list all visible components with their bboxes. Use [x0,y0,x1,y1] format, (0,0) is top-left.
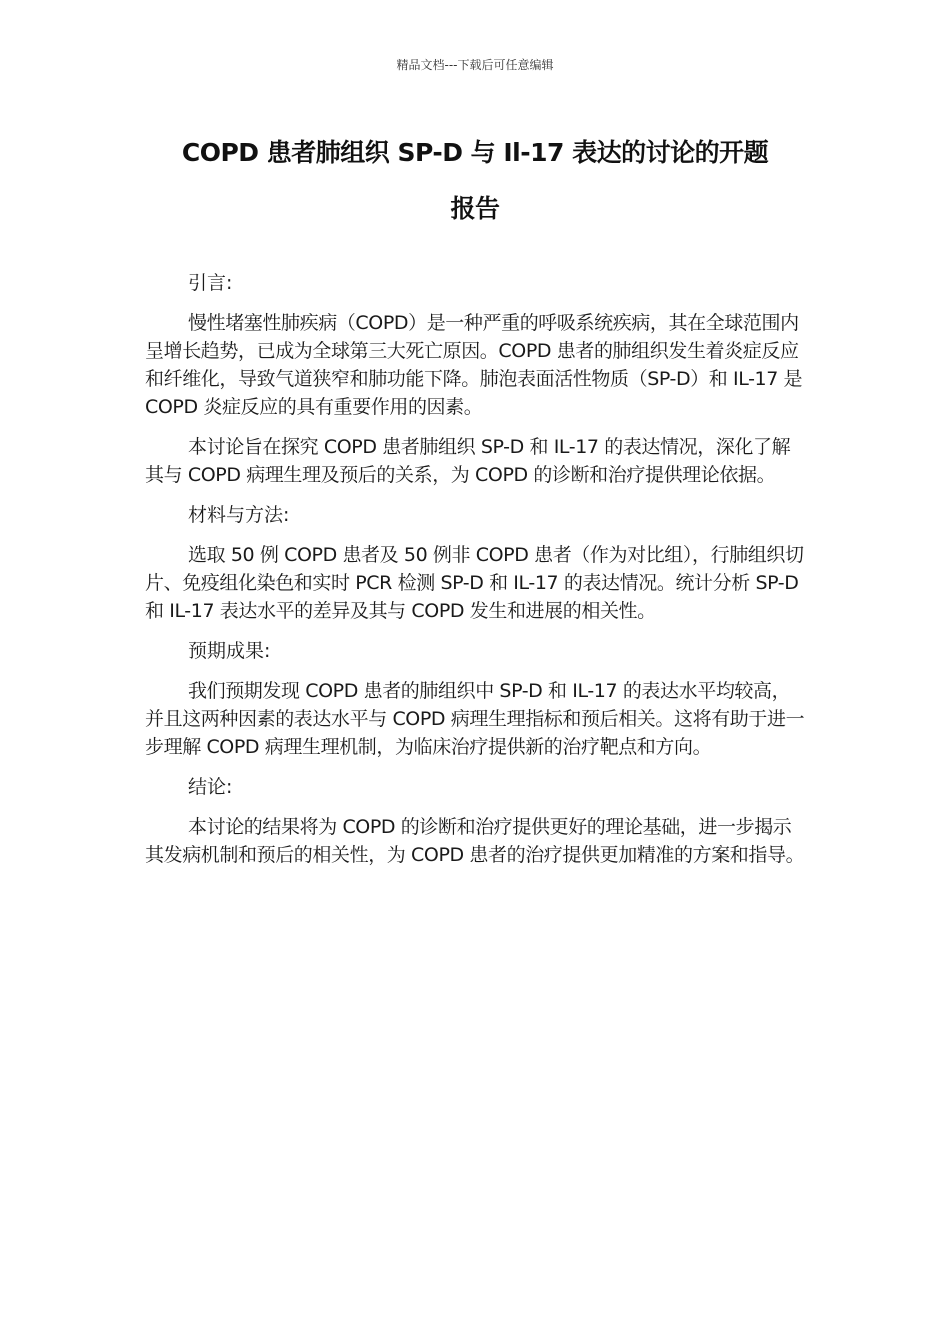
results-paragraph: 我们预期发现 COPD 患者的肺组织中 SP-D 和 IL-17 的表达水平均较高，并且这两种因素的表达水平与 COPD 病理生理指标和预后相关。这将有助于进一步理解 COPD 病理生理机制，为临床治疗提供新的治疗靶点和方向。 [145,680,805,758]
methods-paragraph: 选取 50 例 COPD 患者及 50 例非 COPD 患者（作为对比组），行肺组织切片、免疫组化染色和实时 PCR 检测 SP-D 和 IL-17 的表达情况。统计分析 SP-D 和 IL-17 表达水平的差异及其与 COPD 发生和进展的相关性。 [145,544,804,622]
document-title-line-1: COPD 患者肺组织 SP-D 与 Il-17 表达的讨论的开题 [181,138,769,167]
page-header: 精品文档---下载后可任意编辑 [396,58,554,72]
conclusion-paragraph: 本讨论的结果将为 COPD 的诊断和治疗提供更好的理论基础，进一步揭示其发病机制和预后的相关性，为 COPD 患者的治疗提供更加精准的方案和指导。 [145,816,805,866]
results-heading: 预期成果: [188,640,271,662]
intro-heading: 引言: [188,272,233,294]
methods-heading: 材料与方法: [188,504,290,526]
intro-paragraph-2: 本讨论旨在探究 COPD 患者肺组织 SP-D 和 IL-17 的表达情况，深化了解其与 COPD 病理生理及预后的关系，为 COPD 的诊断和治疗提供理论依据。 [145,436,791,486]
conclusion-heading: 结论: [188,776,233,798]
document-title [140,132,810,230]
document-title-line-2: 报告 [450,194,500,223]
intro-paragraph-1: 慢性堵塞性肺疾病（COPD）是一种严重的呼吸系统疾病，其在全球范围内呈增长趋势，已成为全球第三大死亡原因。COPD 患者的肺组织发生着炎症反应和纤维化，导致气道狭窄和肺功能下降。肺泡表面活性物质（SP-D）和 IL-17 是 COPD 炎症反应的具有重要作用的因素。 [145,312,803,418]
document-body [145,269,807,881]
